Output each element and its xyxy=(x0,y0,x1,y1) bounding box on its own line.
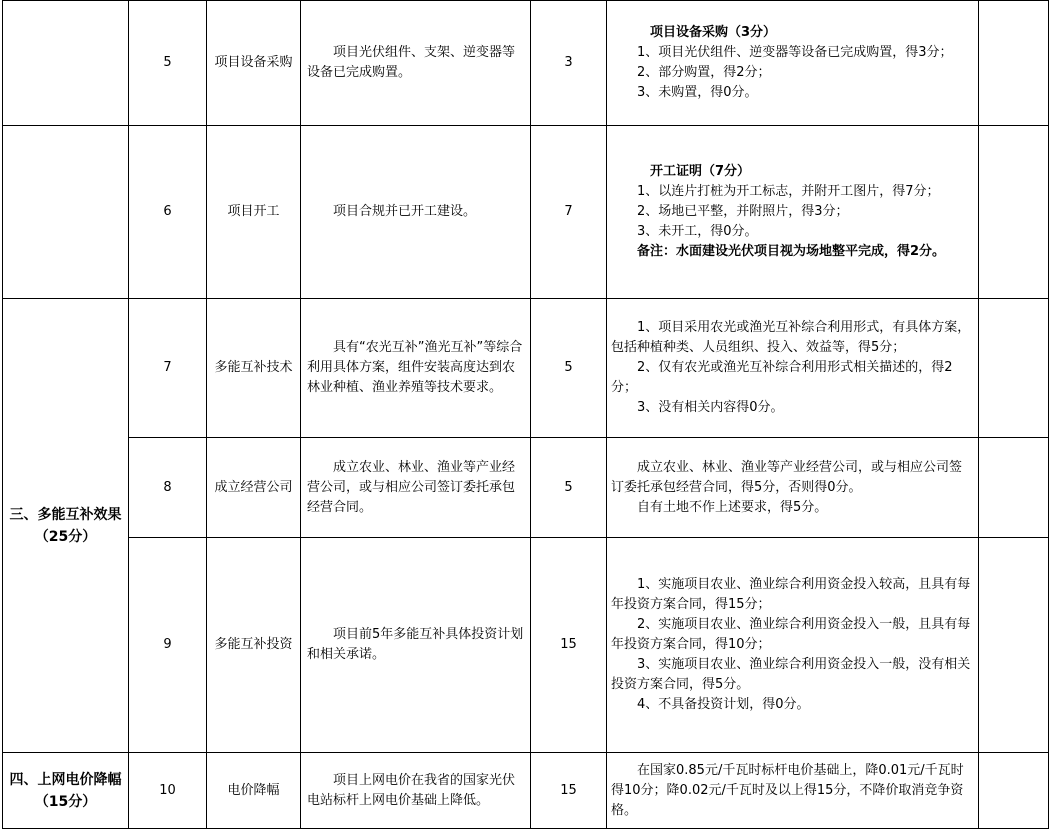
item-description: 项目光伏组件、支架、逆变器等设备已完成购置。 xyxy=(301,1,531,126)
category-cell-empty xyxy=(3,126,129,299)
rule-line: 2、仅有农光或渔光互补综合利用形式相关描述的，得2分； xyxy=(611,360,953,395)
rule-title: 项目设备采购（3分） xyxy=(650,25,777,40)
item-score: 15 xyxy=(531,753,607,829)
row-number: 7 xyxy=(129,299,207,438)
remarks-cell xyxy=(979,538,1049,753)
item-name: 多能互补投资 xyxy=(207,538,301,753)
item-description: 项目合规并已开工建设。 xyxy=(301,126,531,299)
table-row xyxy=(3,438,1049,538)
remarks-cell xyxy=(979,126,1049,299)
item-description: 成立农业、林业、渔业等产业经营公司，或与相应公司签订委托承包经营合同。 xyxy=(301,438,531,538)
item-name: 项目设备采购 xyxy=(207,1,301,126)
rule-title: 开工证明（7分） xyxy=(650,164,751,179)
rule-line: 1、项目采用农光或渔光互补综合利用形式，有具体方案，包括种植种类、人员组织、投入、效益等，得5分； xyxy=(611,320,971,355)
rule-line: 3、未购置，得0分。 xyxy=(637,85,758,100)
rule-line: 在国家0.85元/千瓦时标杆电价基础上，降0.01元/千瓦时得10分；降0.02元/千瓦时及以上得15分，不降价取消竞争资格。 xyxy=(611,762,964,818)
item-score: 15 xyxy=(531,538,607,753)
row-number: 5 xyxy=(129,1,207,126)
scoring-rule xyxy=(607,753,979,829)
scoring-rule xyxy=(607,299,979,438)
row-number: 9 xyxy=(129,538,207,753)
scoring-rule xyxy=(607,126,979,299)
category-cell: 四、上网电价降幅（15分） xyxy=(3,753,129,829)
remarks-cell xyxy=(979,1,1049,126)
item-name: 项目开工 xyxy=(207,126,301,299)
table-row xyxy=(3,753,1049,829)
item-score: 7 xyxy=(531,126,607,299)
item-score: 3 xyxy=(531,1,607,126)
rule-line: 4、不具备投资计划，得0分。 xyxy=(637,697,810,712)
item-description: 项目前5年多能互补具体投资计划和相关承诺。 xyxy=(301,538,531,753)
rule-line: 1、以连片打桩为开工标志，并附开工图片，得7分； xyxy=(637,184,940,199)
category-cell: 三、多能互补效果（25分） xyxy=(3,299,129,753)
scoring-rule xyxy=(607,1,979,126)
remarks-cell xyxy=(979,438,1049,538)
table-row xyxy=(3,1,1049,126)
row-number: 8 xyxy=(129,438,207,538)
rule-line: 3、未开工，得0分。 xyxy=(637,224,758,239)
rule-line: 2、部分购置，得2分； xyxy=(637,65,771,80)
item-description: 项目上网电价在我省的国家光伏电站标杆上网电价基础上降低。 xyxy=(301,753,531,829)
item-description: 具有“农光互补”渔光互补”等综合利用具体方案，组件安装高度达到农林业种植、渔业养殖等技术要求。 xyxy=(301,299,531,438)
rule-line: 1、实施项目农业、渔业综合利用资金投入较高，且具有每年投资方案合同，得15分； xyxy=(611,577,971,612)
remarks-cell xyxy=(979,753,1049,829)
table-row xyxy=(3,299,1049,438)
scoring-table xyxy=(2,0,1049,829)
row-number: 10 xyxy=(129,753,207,829)
scoring-rule xyxy=(607,438,979,538)
rule-line: 3、实施项目农业、渔业综合利用资金投入一般，没有相关投资方案合同，得5分。 xyxy=(611,657,971,692)
rule-line: 2、场地已平整，并附照片，得3分； xyxy=(637,204,849,219)
item-score: 5 xyxy=(531,299,607,438)
rule-line: 2、实施项目农业、渔业综合利用资金投入一般，且具有每年投资方案合同，得10分； xyxy=(611,617,971,652)
item-name: 电价降幅 xyxy=(207,753,301,829)
rule-line: 1、项目光伏组件、逆变器等设备已完成购置，得3分； xyxy=(637,45,953,60)
scoring-rule xyxy=(607,538,979,753)
item-name: 成立经营公司 xyxy=(207,438,301,538)
item-name: 多能互补技术 xyxy=(207,299,301,438)
rule-line: 自有土地不作上述要求，得5分。 xyxy=(637,499,828,515)
category-cell-empty xyxy=(3,1,129,126)
table-row xyxy=(3,126,1049,299)
row-number: 6 xyxy=(129,126,207,299)
rule-line: 3、没有相关内容得0分。 xyxy=(637,400,784,415)
rule-note: 备注：水面建设光伏项目视为场地整平完成，得2分。 xyxy=(637,244,946,259)
remarks-cell xyxy=(979,299,1049,438)
table-row xyxy=(3,538,1049,753)
rule-line: 成立农业、林业、渔业等产业经营公司，或与相应公司签订委托承包经营合同，得5分，否则得0分。 xyxy=(611,459,963,495)
item-score: 5 xyxy=(531,438,607,538)
